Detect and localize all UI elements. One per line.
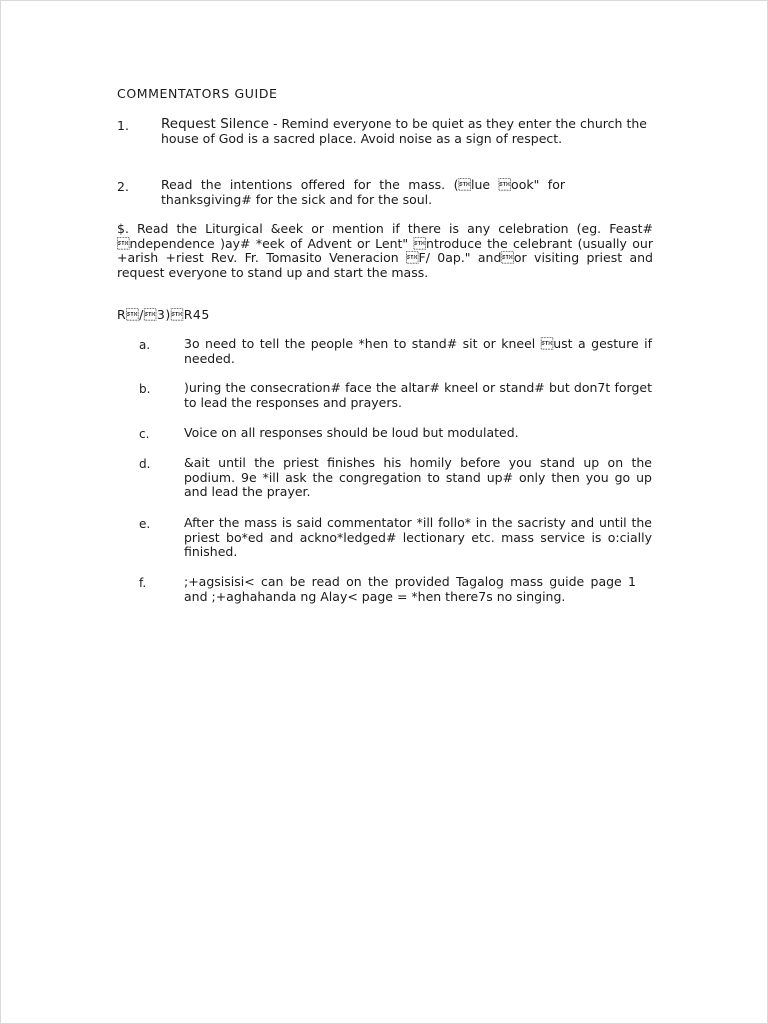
document-title: COMMENTATORS GUIDE: [117, 86, 278, 101]
section-heading: R/3)R45: [117, 307, 210, 322]
sub-item-letter: a.: [139, 338, 151, 352]
item-number: 1.: [117, 118, 129, 133]
sub-item-text: Voice on all responses should be loud but modulated.: [184, 425, 519, 440]
list-item: [161, 117, 647, 146]
sub-item-letter: b.: [139, 382, 151, 396]
item-text: - Remind everyone to be quiet as they enter the church the house of God is a sacred place. Avoid noise as a sign of respect.: [161, 116, 648, 146]
item-text: Read the Liturgical &eek or mention if there is any celebration (eg. Feast# ndependence )ay# *eek of Advent or Lent" ntroduce the celebrant (usually our +arish +riest Rev. Fr. Tomasito Veneracion F/ 0ap." andor visiting priest and request everyone to stand up and start the mass.: [117, 221, 653, 280]
sub-item-text: )uring the consecration# face the altar# kneel or stand# but don7t forget to lead the responses and prayers.: [184, 380, 652, 410]
list-item: [161, 178, 565, 207]
item-text: Read the intentions offered for the mass. (lue ook" for thanksgiving# for the sick and for the soul.: [161, 177, 565, 207]
sub-item-letter: e.: [139, 517, 151, 531]
item-number: 2.: [117, 179, 129, 194]
sub-item-letter: c.: [139, 427, 150, 441]
sub-item-letter: f.: [139, 576, 147, 590]
item-number: $.: [117, 221, 129, 236]
sub-item-text: &ait until the priest finishes his homily before you stand up on the podium. 9e *ill ask the congregation to stand up# only then you go up and lead the prayer.: [184, 455, 652, 500]
item-lead: Request Silence: [161, 116, 269, 132]
sub-item-text: 3o need to tell the people *hen to stand# sit or kneel ust a gesture if needed.: [184, 336, 652, 366]
sub-item-text: After the mass is said commentator *ill follo* in the sacristy and until the priest bo*ed and ackno*ledged# lectionary etc. mass service is o:cially finished.: [184, 515, 652, 560]
sub-item-text: ;+agsisisi< can be read on the provided Tagalog mass guide page 1 and ;+aghahanda ng Alay< page = *hen there7s no singing.: [184, 574, 636, 604]
sub-item-letter: d.: [139, 457, 151, 471]
list-item: [117, 222, 653, 280]
